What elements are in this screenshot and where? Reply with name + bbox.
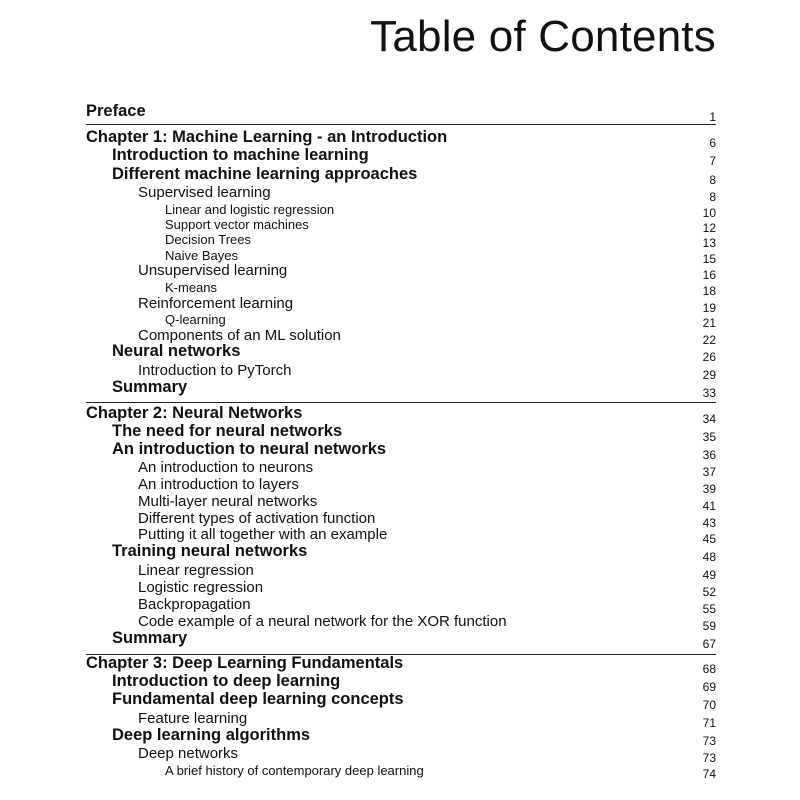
toc-entry-label: Preface bbox=[86, 102, 146, 120]
toc-section-entry[interactable] bbox=[86, 629, 716, 651]
toc-entry-label: Code example of a neural network for the XOR function bbox=[138, 613, 507, 630]
toc-page-number: 59 bbox=[702, 619, 716, 633]
toc-entry-label: K-means bbox=[165, 280, 218, 295]
toc-entry-label: Fundamental deep learning concepts bbox=[112, 690, 404, 708]
toc-page-number: 71 bbox=[702, 716, 716, 730]
toc-page-number: 73 bbox=[702, 751, 716, 765]
page-title: Table of Contents bbox=[370, 12, 716, 61]
toc-page-number: 18 bbox=[702, 284, 716, 298]
toc-entry-label: Supervised learning bbox=[138, 184, 271, 201]
toc-entry-label: Decision Trees bbox=[165, 232, 251, 247]
toc-entry-label: An introduction to neural networks bbox=[112, 440, 387, 458]
toc-page-number: 69 bbox=[702, 680, 716, 694]
toc-page-number: 13 bbox=[702, 236, 716, 250]
toc-entry-label: Training neural networks bbox=[112, 542, 308, 560]
toc-entry-label: Different types of activation function bbox=[138, 510, 376, 527]
toc-page-number: 68 bbox=[702, 662, 716, 676]
toc-entry-label: Chapter 2: Neural Networks bbox=[86, 404, 303, 422]
toc-page-number: 19 bbox=[702, 301, 716, 315]
toc-page-number: 45 bbox=[702, 532, 716, 546]
toc-entry-label: Chapter 3: Deep Learning Fundamentals bbox=[86, 654, 404, 672]
toc-page-number: 15 bbox=[702, 252, 716, 266]
toc-page-number: 49 bbox=[702, 568, 716, 582]
toc-page-number: 43 bbox=[702, 516, 716, 530]
toc-entry-label: Q-learning bbox=[165, 312, 226, 327]
toc-entry-label: Introduction to PyTorch bbox=[138, 362, 292, 379]
toc-page-number: 1 bbox=[709, 110, 716, 124]
toc-entry-label: Putting it all together with an example bbox=[138, 526, 388, 543]
toc-page-number: 48 bbox=[702, 550, 716, 564]
toc-page-number: 7 bbox=[709, 154, 716, 168]
toc-page-number: 34 bbox=[702, 412, 716, 426]
toc-section-entry[interactable] bbox=[86, 378, 716, 400]
toc-page-number: 36 bbox=[702, 448, 716, 462]
toc-entry-label: Unsupervised learning bbox=[138, 262, 288, 279]
toc-page-number: 8 bbox=[709, 173, 716, 187]
toc-page-number: 21 bbox=[702, 316, 716, 330]
section-divider bbox=[86, 124, 716, 125]
toc-entry-label: Linear regression bbox=[138, 562, 254, 579]
toc-page-number: 26 bbox=[702, 350, 716, 364]
toc-page-number: 10 bbox=[702, 206, 716, 220]
toc-page-number: 12 bbox=[702, 221, 716, 235]
toc-page-number: 35 bbox=[702, 430, 716, 444]
toc-entry-label: Summary bbox=[112, 629, 188, 647]
toc-entry-label: An introduction to layers bbox=[138, 476, 299, 493]
toc-entry-label: Introduction to deep learning bbox=[112, 672, 341, 690]
section-divider bbox=[86, 402, 716, 403]
toc-entry-label: Backpropagation bbox=[138, 596, 251, 613]
toc-page-number: 33 bbox=[702, 386, 716, 400]
toc-entry-label: Reinforcement learning bbox=[138, 295, 294, 312]
toc-page-number: 52 bbox=[702, 585, 716, 599]
toc-entry-label: Multi-layer neural networks bbox=[138, 493, 318, 510]
toc-page-number: 8 bbox=[709, 190, 716, 204]
toc-entry-label: Summary bbox=[112, 378, 188, 396]
toc-entry-label: Feature learning bbox=[138, 710, 248, 727]
toc-page-number: 41 bbox=[702, 499, 716, 513]
toc-entry-label: An introduction to neurons bbox=[138, 459, 314, 476]
toc-entry-label: Support vector machines bbox=[165, 217, 309, 232]
toc-page-number: 70 bbox=[702, 698, 716, 712]
toc-entry-label: Linear and logistic regression bbox=[165, 202, 335, 217]
toc-page-number: 37 bbox=[702, 465, 716, 479]
toc-entry-label: Deep networks bbox=[138, 745, 239, 762]
toc-subsection-entry[interactable] bbox=[86, 759, 716, 781]
toc-page-number: 55 bbox=[702, 602, 716, 616]
toc-entry-label: Different machine learning approaches bbox=[112, 165, 418, 183]
toc-page-number: 39 bbox=[702, 482, 716, 496]
toc-entry-label: Neural networks bbox=[112, 342, 241, 360]
toc-page-number: 73 bbox=[702, 734, 716, 748]
toc-entry-label: Introduction to machine learning bbox=[112, 146, 369, 164]
toc-entry-label: Components of an ML solution bbox=[138, 327, 341, 344]
toc-entry-label: The need for neural networks bbox=[112, 422, 343, 440]
toc-entry-label: A brief history of contemporary deep learning bbox=[165, 763, 424, 778]
toc-page-number: 22 bbox=[702, 333, 716, 347]
toc-chapter-entry[interactable] bbox=[86, 102, 716, 124]
toc-entry-label: Chapter 1: Machine Learning - an Introduction bbox=[86, 128, 448, 146]
toc-page-number: 74 bbox=[702, 767, 716, 781]
toc-page-number: 6 bbox=[709, 136, 716, 150]
toc-page-number: 16 bbox=[702, 268, 716, 282]
toc-entry-label: Naive Bayes bbox=[165, 248, 238, 263]
toc-page-number: 67 bbox=[702, 637, 716, 651]
toc-page-number: 29 bbox=[702, 368, 716, 382]
toc-entry-label: Deep learning algorithms bbox=[112, 726, 311, 744]
toc-entry-label: Logistic regression bbox=[138, 579, 264, 596]
